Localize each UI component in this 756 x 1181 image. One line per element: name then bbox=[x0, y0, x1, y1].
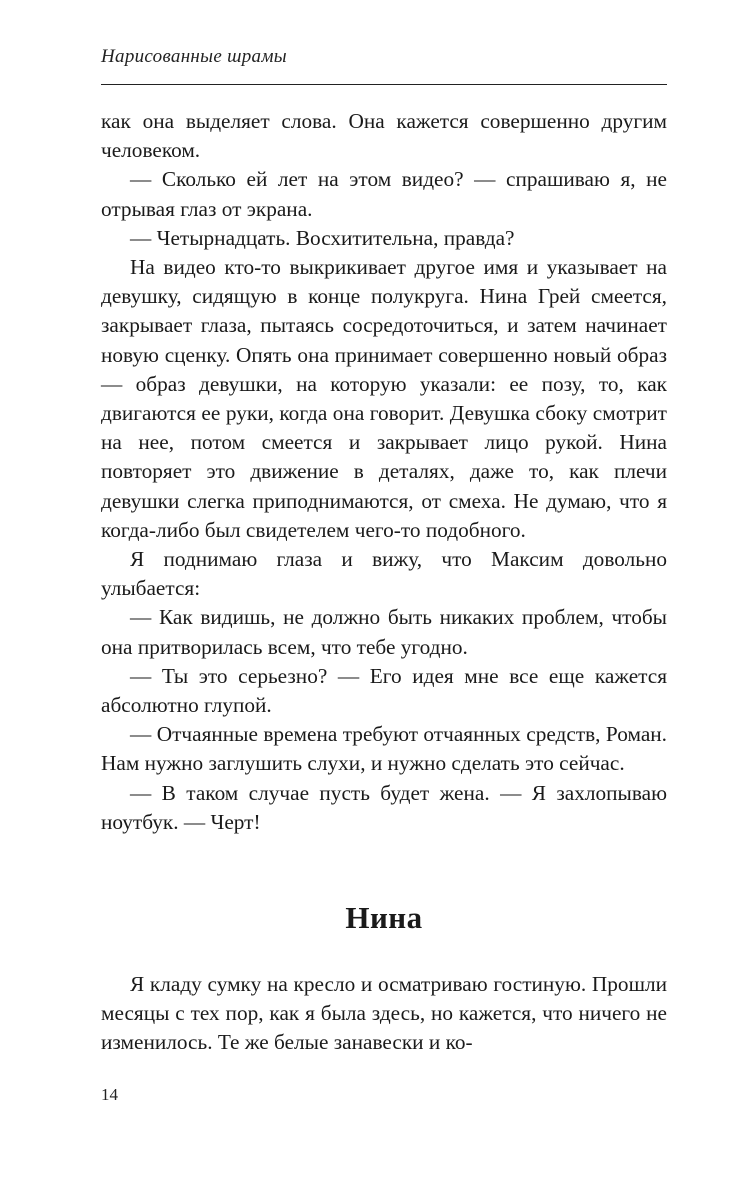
running-title: Нарисованные шрамы bbox=[101, 46, 287, 67]
page-number: 14 bbox=[101, 1085, 118, 1104]
paragraph: — Как видишь, не должно быть никаких проблем, чтобы она притворилась всем, что тебе угодно. bbox=[101, 605, 667, 659]
header-rule bbox=[101, 84, 667, 85]
paragraph: На видео кто-то выкрикивает другое имя и указывает на девушку, сидящую в конце полукруга. Нина Грей смеется, закрывает глаза, пытаясь сосредоточиться, и затем начинает новую сценку. Опять она принимает совершенно новый образ — образ девушки, на которую указали: ее позу, то, как двигаются ее руки, когда она говорит. Девушка сбоку смотрит на нее, потом смеется и закрывает лицо рукой. Нина повторяет это движение в деталях, даже то, как плечи девушки слегка приподнимаются, от смеха. Не думаю, что я когда-либо был свидетелем чего-то подобного. bbox=[101, 255, 667, 542]
paragraph: — Ты это серьезно? — Его идея мне все еще кажется абсолютно глупой. bbox=[101, 663, 667, 718]
chapter-body-text bbox=[101, 970, 667, 1058]
paragraph: Я поднимаю глаза и вижу, что Максим довольно улыбается: bbox=[101, 547, 667, 601]
paragraph: — Сколько ей лет на этом видео? — спрашиваю я, не отрывая глаз от экрана. bbox=[101, 167, 667, 221]
chapter-title: Нина bbox=[345, 900, 423, 935]
paragraph: — Отчаянные времена требуют отчаянных средств, Роман. Нам нужно заглушить слухи, и нужно сделать это сейчас. bbox=[101, 722, 667, 776]
body-text bbox=[101, 107, 667, 837]
paragraph: как она выделяет слова. Она кажется совершенно другим человеком. bbox=[101, 109, 667, 163]
paragraph: — Четырнадцать. Восхитительна, правда? bbox=[130, 225, 515, 250]
paragraph: Я кладу сумку на кресло и осматриваю гостиную. Прошли месяцы с тех пор, как я была здесь, но кажется, что ничего не изменилось. Те же белые занавески и ко- bbox=[101, 972, 667, 1055]
paragraph: — В таком случае пусть будет жена. — Я захлопываю ноутбук. — Черт! bbox=[101, 780, 667, 834]
